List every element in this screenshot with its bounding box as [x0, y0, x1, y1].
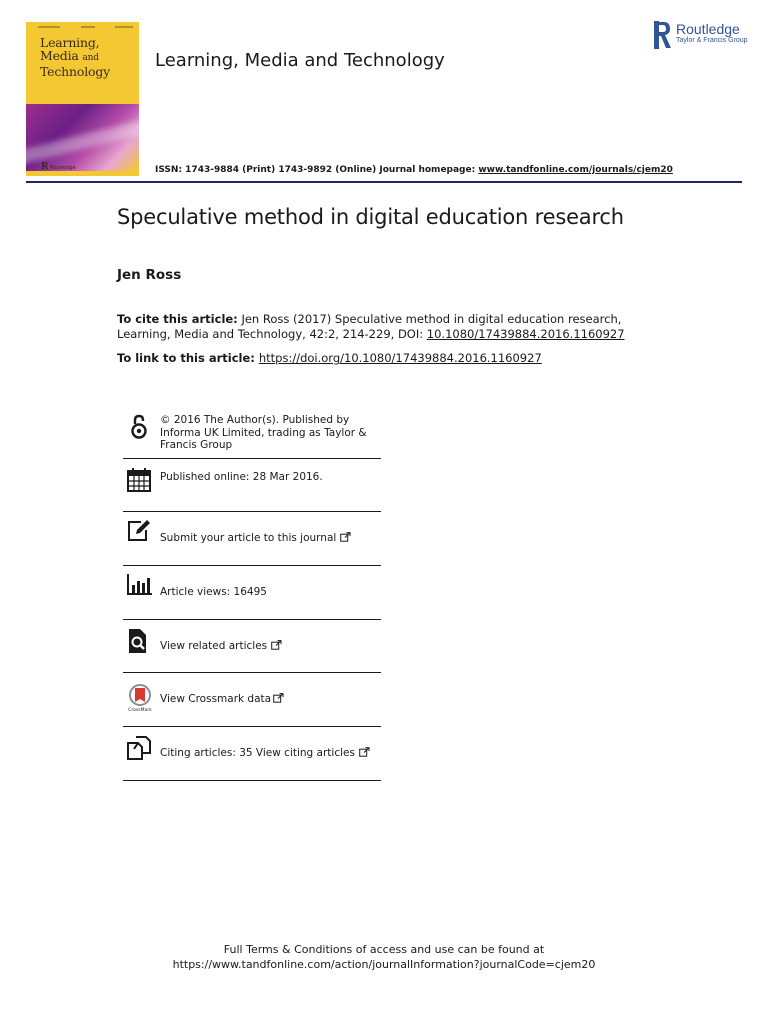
open-access-icon — [126, 414, 152, 440]
cover-title-line1: Learning, — [40, 35, 100, 50]
cover-publisher-logo: R Routledge — [41, 162, 76, 172]
article-info-list — [123, 410, 381, 781]
citing-articles-row[interactable] — [123, 727, 381, 781]
calendar-icon — [126, 467, 152, 493]
issn-text: ISSN: 1743-9884 (Print) 1743-9892 (Online) Journal homepage: — [155, 165, 479, 175]
cite-text: Jen Ross (2017) Speculative method in digital education research, Learning, Media and Technology, 42:2, 214-229, DOI: — [117, 312, 622, 341]
header-divider — [26, 181, 742, 183]
external-link-icon — [271, 640, 282, 650]
publisher-name: Routledge — [676, 21, 740, 37]
related-articles-link[interactable]: View related articles — [160, 639, 268, 652]
journal-title: Learning, Media and Technology — [155, 50, 445, 71]
article-views-row — [123, 566, 381, 620]
citation-block — [117, 312, 677, 341]
related-articles-text[interactable] — [160, 640, 282, 653]
document-search-icon — [126, 628, 152, 654]
crossmark-text[interactable] — [160, 693, 284, 706]
submit-article-link[interactable]: Submit your article to this journal — [160, 532, 337, 545]
crossmark-row[interactable] — [123, 673, 381, 727]
crossmark-icon — [127, 683, 155, 713]
submit-article-text[interactable] — [160, 532, 351, 545]
related-articles-row[interactable] — [123, 620, 381, 673]
submit-article-row[interactable] — [123, 512, 381, 566]
article-views-count: 16495 — [233, 586, 267, 599]
footer-terms — [0, 943, 768, 972]
crossmark-icon-label: CrossMark — [128, 708, 152, 713]
link-label: To link to this article: — [117, 351, 259, 365]
edit-icon — [126, 518, 152, 544]
article-doi-url[interactable]: https://doi.org/10.1080/17439884.2016.1160927 — [258, 351, 542, 365]
citing-articles-link[interactable]: Citing articles: 35 View citing articles — [160, 747, 355, 760]
article-link-line — [117, 351, 542, 365]
citing-documents-icon — [126, 735, 152, 761]
cover-title — [40, 36, 110, 78]
citing-articles-text[interactable] — [160, 747, 370, 760]
external-link-icon — [340, 532, 351, 542]
publisher-subtitle: Taylor & Francis Group — [676, 37, 748, 44]
article-title: Speculative method in digital education research — [117, 205, 624, 229]
published-row — [123, 459, 381, 512]
cite-doi-link[interactable]: 10.1080/17439884.2016.1160927 — [426, 326, 625, 341]
cover-logo-text: Routledge — [50, 165, 76, 171]
footer-terms-url[interactable]: https://www.tandfonline.com/action/journalInformation?journalCode=cjem20 — [172, 957, 596, 971]
article-views-label: Article views: — [160, 586, 234, 599]
publisher-logo — [654, 21, 748, 49]
cite-label: To cite this article: — [117, 312, 238, 326]
journal-homepage-link[interactable]: www.tandfonline.com/journals/cjem20 — [478, 165, 673, 175]
open-access-text: © 2016 The Author(s). Published by Informa UK Limited, trading as Taylor & Francis Group — [160, 414, 367, 452]
issn-line — [155, 165, 673, 175]
cover-title-line3: Technology — [40, 64, 110, 79]
external-link-icon — [273, 693, 284, 703]
cover-title-line2b: and — [82, 53, 99, 63]
cover-top-details — [38, 26, 133, 29]
external-link-icon — [359, 747, 370, 757]
cover-artwork — [26, 104, 139, 171]
article-author: Jen Ross — [117, 267, 182, 283]
routledge-logo-icon — [654, 21, 672, 49]
cover-title-line2a: Media — [40, 48, 79, 63]
article-views-text — [160, 586, 267, 599]
published-date-text: Published online: 28 Mar 2016. — [160, 471, 323, 483]
journal-cover-image — [26, 22, 139, 176]
footer-line1: Full Terms & Conditions of access and use can be found at — [223, 943, 545, 956]
crossmark-link[interactable]: View Crossmark data — [160, 693, 272, 706]
open-access-row — [123, 410, 381, 459]
bar-chart-icon — [126, 572, 152, 598]
